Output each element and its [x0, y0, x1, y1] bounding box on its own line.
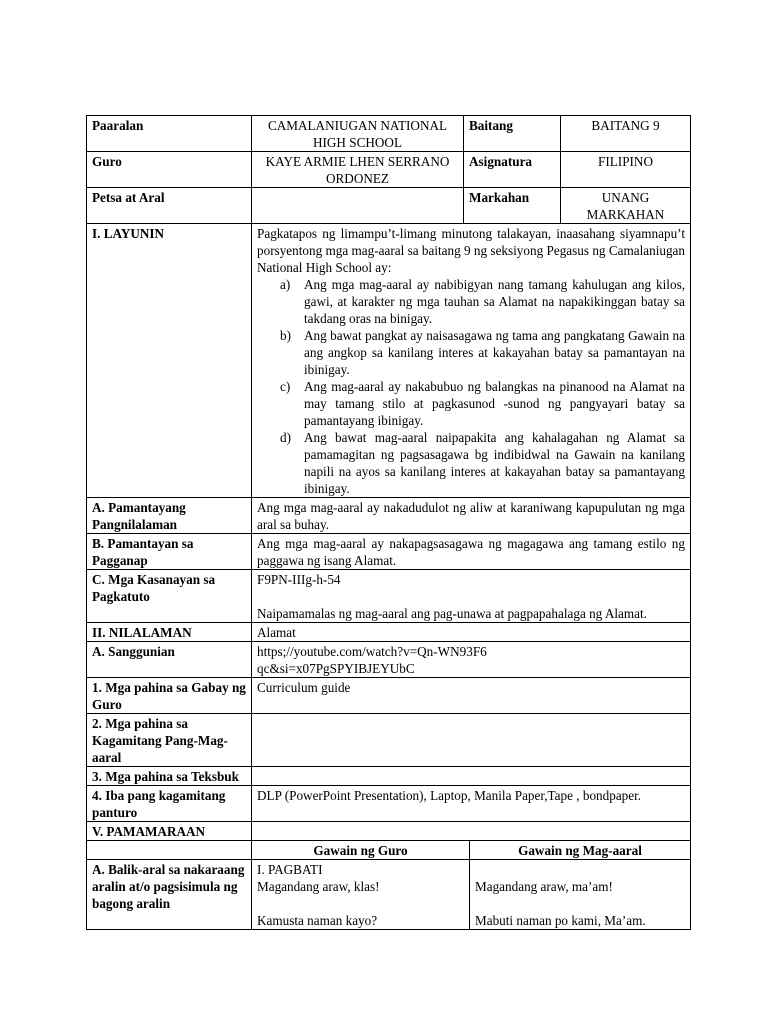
sanggunian-link[interactable]: https;//youtube.com/watch?v=Qn-WN93F6qc&si=x07PgSPYIBJEYUbC: [257, 644, 487, 676]
asignatura-label: Asignatura: [464, 152, 561, 188]
layunin-intro: Pagkatapos ng limampu’t-limang minutong talakayan, inaasahang siyamnapu’t porsyentong mga mag-aaral sa baitang 9 ng seksiyong Pegasus ng Camalaniugan National High School ay:: [257, 226, 685, 275]
kasanayan-code: F9PN-IIIg-h-54: [257, 572, 341, 587]
layunin-item-text: Ang bawat mag-aaral naipapakita ang kahalagahan ng Alamat sa pamamagitan ng pagsasagawa bg indibidwal na Gawain na kanilang napili na ayos sa kanilang interes at kakayahan batay sa pamantayang ibinigay.: [304, 430, 685, 496]
kagamitang-value: [252, 714, 691, 767]
guro-value: KAYE ARMIE LHEN SERRANO ORDONEZ: [252, 152, 464, 188]
layunin-item: [280, 378, 685, 429]
guro-activity-cell: [252, 860, 470, 930]
kasanayan-value: Naipamamalas ng mag-aaral ang pag-unawa at pagpapahalaga ng Alamat.: [257, 606, 647, 621]
layunin-item: [280, 327, 685, 378]
magaaral-line: Magandang araw, ma’am!: [475, 879, 613, 894]
iba-label: 4. Iba pang kagamitang panturo: [87, 786, 252, 822]
magaaral-line: [475, 861, 685, 878]
gabay-label: 1. Mga pahina sa Gabay ng Guro: [87, 678, 252, 714]
gawain-magaaral-header: Gawain ng Mag-aaral: [470, 841, 691, 860]
pagganap-value: Ang mga mag-aaral ay nakapagsasagawa ng magagawa ang tamang estilo ng paggawa ng isang Alamat.: [252, 534, 691, 570]
layunin-item-marker: d): [280, 430, 291, 445]
guro-line: Magandang araw, klas!: [257, 879, 380, 894]
row-petsa: [87, 188, 691, 224]
layunin-label: I. LAYUNIN: [87, 224, 252, 498]
gabay-value: Curriculum guide: [252, 678, 691, 714]
teksbuk-value: [252, 767, 691, 786]
row-teksbuk: [87, 767, 691, 786]
sanggunian-label: A. Sanggunian: [87, 642, 252, 678]
row-nilalaman: [87, 623, 691, 642]
magaaral-activity-cell: [470, 860, 691, 930]
row-gabay: [87, 678, 691, 714]
magaaral-line: [475, 895, 685, 912]
iba-value: DLP (PowerPoint Presentation), Laptop, Manila Paper,Tape , bondpaper.: [252, 786, 691, 822]
nilalaman-value: Alamat: [252, 623, 691, 642]
layunin-content: [252, 224, 691, 498]
layunin-item-text: Ang mag-aaral ay nakabubuo ng balangkas na pinanood na Alamat na may tamang stilo at pagkasunod -sunod ng pangyayari batay sa pamantayang ibinigay.: [304, 379, 685, 428]
row-balik-aral: [87, 860, 691, 930]
layunin-item-text: Ang bawat pangkat ay naisasagawa ng tama ang pangkatang Gawain na ang angkop sa kanilang interes at kakayahan batay sa pamantayan na ibinigay.: [304, 328, 685, 377]
lesson-plan-table: [86, 115, 691, 930]
kasanayan-content: [252, 570, 691, 623]
kagamitang-label: 2. Mga pahina sa Kagamitang Pang-Mag-aaral: [87, 714, 252, 767]
paaralan-value: CAMALANIUGAN NATIONAL HIGH SCHOOL: [252, 116, 464, 152]
paaralan-label: Paaralan: [87, 116, 252, 152]
pamamaraan-empty: [252, 822, 691, 841]
guro-label: Guro: [87, 152, 252, 188]
guro-line: Kamusta naman kayo?: [257, 913, 378, 928]
layunin-item-marker: a): [280, 277, 291, 292]
layunin-item-marker: b): [280, 328, 291, 343]
row-pamantayang-pangnilalaman: [87, 498, 691, 534]
layunin-item-text: Ang mga mag-aaral ay nabibigyan nang tamang kahulugan ang kilos, gawi, at karakter ng mga tauhan sa Alamat na napakikinggan batay sa takdang oras na binigay.: [304, 277, 685, 326]
gawain-header-spacer: [87, 841, 252, 860]
nilalaman-label: II. NILALAMAN: [87, 623, 252, 642]
sanggunian-value: [252, 642, 691, 678]
petsa-value: [252, 188, 464, 224]
petsa-label: Petsa at Aral: [87, 188, 252, 224]
asignatura-value: FILIPINO: [561, 152, 691, 188]
row-gawain-header: [87, 841, 691, 860]
markahan-label: Markahan: [464, 188, 561, 224]
balikaral-label: A. Balik-aral sa nakaraang aralin at/o pagsisimula ng bagong aralin: [87, 860, 252, 930]
pamamaraan-label: V. PAMAMARAAN: [87, 822, 252, 841]
row-paaralan: [87, 116, 691, 152]
guro-line: [257, 895, 464, 912]
row-layunin: [87, 224, 691, 498]
layunin-item-marker: c): [280, 379, 291, 394]
lesson-plan-document: [86, 115, 690, 930]
row-guro: [87, 152, 691, 188]
row-pamantayan-pagganap: [87, 534, 691, 570]
row-pamamaraan: [87, 822, 691, 841]
layunin-list: [257, 276, 685, 497]
row-iba-pang-kagamitan: [87, 786, 691, 822]
markahan-value: UNANG MARKAHAN: [561, 188, 691, 224]
magaaral-line: Mabuti naman po kami, Ma’am.: [475, 913, 646, 928]
guro-line: I. PAGBATI: [257, 862, 323, 877]
pagganap-label: B. Pamantayan sa Pagganap: [87, 534, 252, 570]
layunin-item: [280, 429, 685, 497]
pamantayang-value: Ang mga mag-aaral ay nakadudulot ng aliw at karaniwang kapupulutan ng mga aral sa buhay.: [252, 498, 691, 534]
layunin-item: [280, 276, 685, 327]
pamantayang-label: A. Pamantayang Pangnilalaman: [87, 498, 252, 534]
row-kasanayan: [87, 570, 691, 623]
row-sanggunian: [87, 642, 691, 678]
kasanayan-label: C. Mga Kasanayan sa Pagkatuto: [87, 570, 252, 623]
row-kagamitang: [87, 714, 691, 767]
gawain-guro-header: Gawain ng Guro: [252, 841, 470, 860]
baitang-value: BAITANG 9: [561, 116, 691, 152]
teksbuk-label: 3. Mga pahina sa Teksbuk: [87, 767, 252, 786]
baitang-label: Baitang: [464, 116, 561, 152]
